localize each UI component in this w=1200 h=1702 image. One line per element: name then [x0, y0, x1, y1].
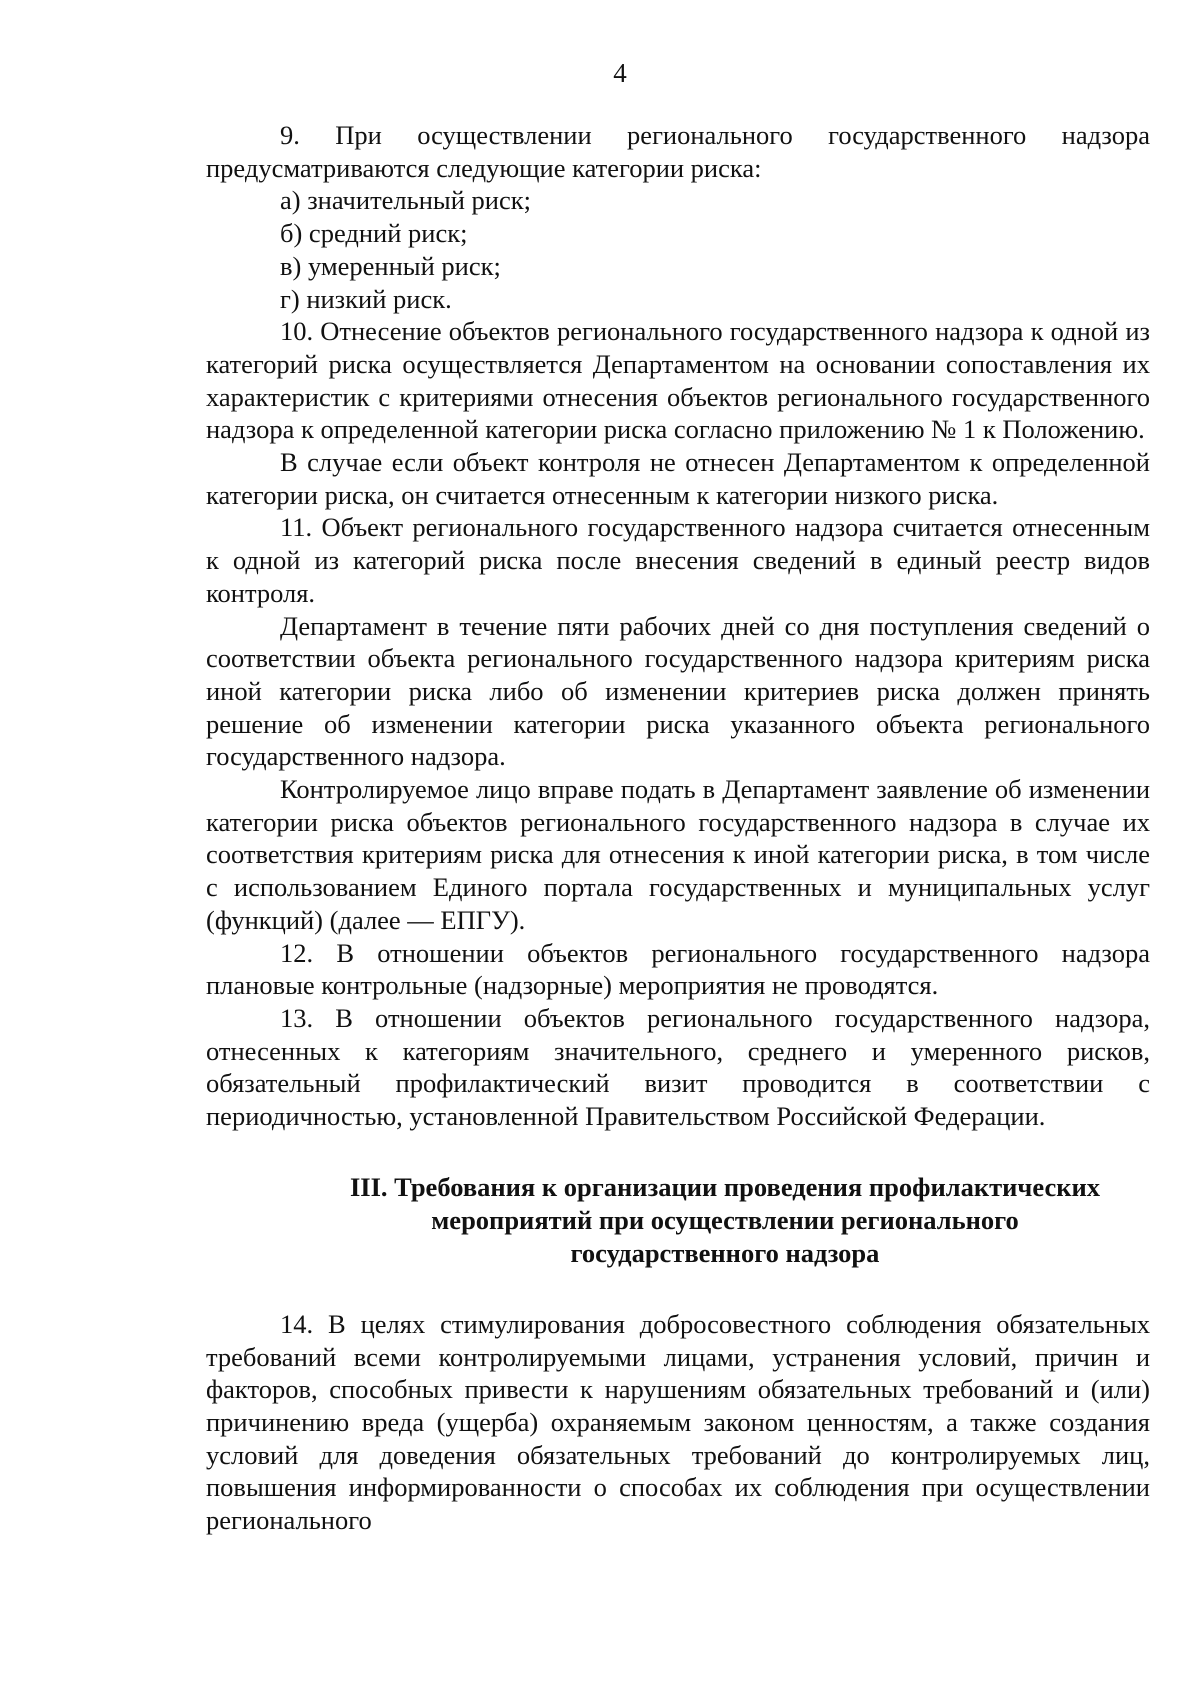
list-item-b: б) средний риск; — [280, 218, 468, 249]
document-body — [206, 119, 1150, 1537]
paragraph-11-controlled-person: Контролируемое лицо вправе подать в Департамент заявление об изменении категории риска объектов регионального государственного надзора в случае их соответствия критериям риска для отнесения к иной категории риска, в том числе с использованием Единого портала государственных и муниципальных услуг (функций) (далее — ЕПГУ). — [206, 774, 1150, 935]
section-heading — [206, 1171, 1150, 1270]
section-heading-line-2: мероприятий при осуществлении регионального — [431, 1204, 1019, 1235]
paragraph-13: 13. В отношении объектов регионального государственного надзора, отнесенных к категориям значительного, среднего и умеренного рисков, обязательный профилактический визит проводится в соответствии с периодичностью, установленной Правительством Российской Федерации. — [206, 1002, 1150, 1132]
paragraph-11-department: Департамент в течение пяти рабочих дней со дня поступления сведений о соответствии объекта регионального государственного надзора критериям риска иной категории риска либо об изменении критериев риска должен принять решение об изменении категории риска указанного объекта регионального государственного надзора. — [206, 610, 1150, 772]
list-item-c: в) умеренный риск; — [280, 250, 501, 281]
page-number: 4 — [613, 58, 627, 88]
paragraph-9: 9. При осуществлении регионального государственного надзора предусматриваются следующие категории риска: — [206, 120, 1150, 183]
section-heading-line-1: III. Требования к организации проведения профилактических — [349, 1171, 1101, 1202]
list-item-d: г) низкий риск. — [280, 283, 452, 314]
paragraph-10: 10. Отнесение объектов регионального государственного надзора к одной из категорий риска осуществляется Департаментом на основании сопоставления их характеристик с критериями отнесения объектов регионального государственного надзора к определенной категории риска согласно приложению № 1 к Положению. — [206, 316, 1150, 445]
paragraph-14: 14. В целях стимулирования добросовестного соблюдения обязательных требований всеми контролируемыми лицами, устранения условий, причин и факторов, способных привести к нарушениям обязательных требований и (или) причинению вреда (ущерба) охраняемым законом ценностям, а также создания условий для доведения обязательных требований до контролируемых лиц, повышения информированности о способах их соблюдения при осуществлении регионального — [206, 1308, 1150, 1536]
section-heading-line-3: государственного надзора — [570, 1237, 880, 1268]
list-item-a: а) значительный риск; — [280, 185, 531, 216]
paragraph-12: 12. В отношении объектов регионального государственного надзора плановые контрольные (надзорные) мероприятия не проводятся. — [206, 937, 1150, 1001]
paragraph-11: 11. Объект регионального государственного надзора считается отнесенным к одной из категорий риска после внесения сведений в единый реестр видов контроля. — [206, 512, 1150, 608]
paragraph-10-continuation: В случае если объект контроля не отнесен Департаментом к определенной категории риска, он считается отнесенным к категории низкого риска. — [206, 447, 1150, 510]
